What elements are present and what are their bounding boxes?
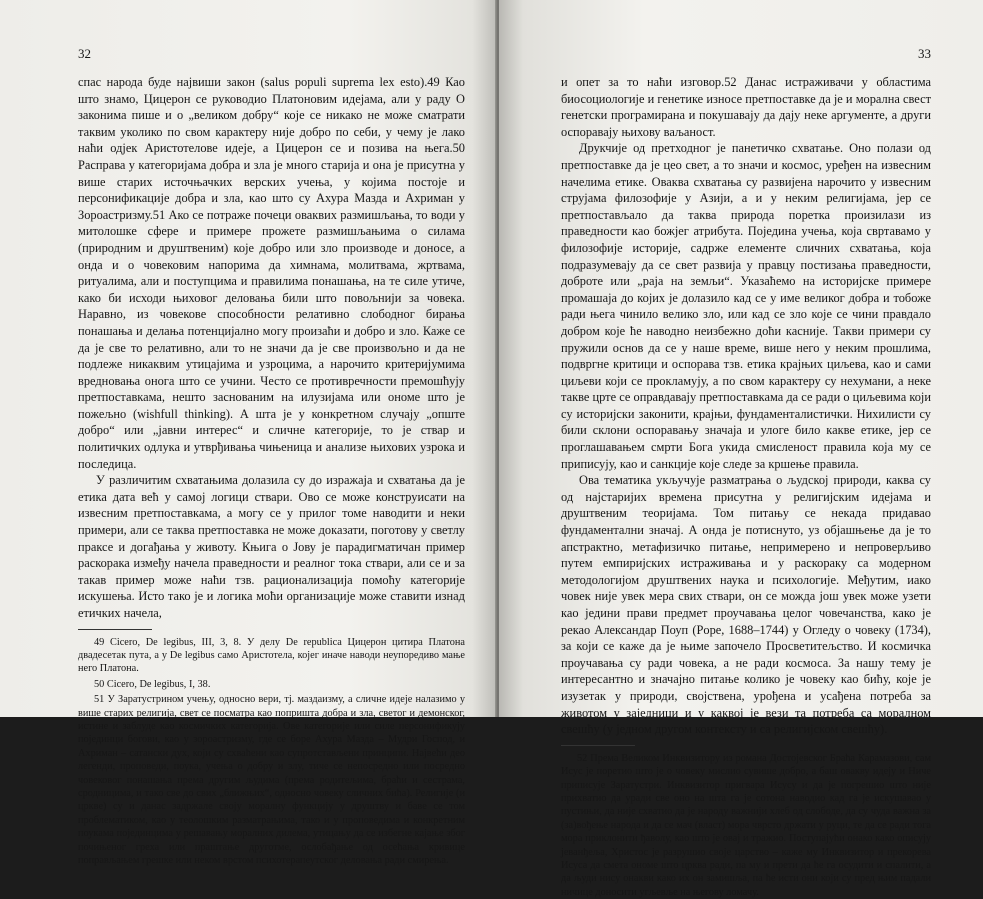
footnote-rule	[78, 629, 152, 630]
footnote-rule	[561, 745, 635, 746]
paragraph: У различитим схватањима долазила су до изражаја и схватања да је етика дата већ у самој логици ствари. Ово се може конструисати на извесним претпоставкама, а могу се у прилог томе наводити и неки примери, али се таква претпоставка не може доказати, поготову у светлу праксе и догађања у животу. Књига о Јову је парадигматичан пример раскорака између начела праведности и реалног тока ствари, али се и за такав пример може наћи тзв. рационализација помоћу категорије искушења. Исто тако је и логика моћи организације може ставити изнад етичких начела,	[78, 473, 465, 620]
footnote: 49 Cicero, De legibus, III, 3, 8. У делу De republica Цицерон цитира Платона двадесетак пута, а у De legibus само Аристотела, којег иначе наводи неупоредиво мање него Платона.	[78, 636, 465, 675]
paragraph: и опет за то наћи изговор.52 Данас истраживачи у областима биосоциологије и генетике износе претпоставке да је и морална свест генетски програмирана и покушавају да дају неке аргументе, а други оспоравају њихову ваљаност.	[561, 75, 931, 139]
body-text	[78, 74, 465, 622]
footnote: 50 Cicero, De legibus, I, 38.	[94, 678, 211, 690]
right-page	[499, 0, 983, 898]
footnote: 52 Према Великом Инквизитору из романа Достојевског Браћа Карамазови, сам Исус је поретио што је о човеку мислио сувише добро, а баш овакву идеју и Ниче приписује Заратустри. Инквизитор пригвара Исусу и да је погрешио што није прихватио да уради све оно на шта га је сотона наводио кад га је искушавао у пустињи, да није схватио да је народу важнији хлеб од слободе, да су чуда важна за (за)вођење народа и да се мач (власт) мора чврсто држати у руци, те да се ради тога мора приклонити ђаволу, као што је овај и тражио. Поступајући онако како описују јеванђеља, Христос је разрушио своје царство – каже му Инквизитор и прекорева Исуса да смета ономе што црква ради, па му и прети да ће га осудити и спалити, а да људи нису онакви како их он замишља, па ће исти они који су пред њим падали ничице доносити угљевље на његову ломачу.	[561, 752, 931, 898]
paragraph: Ова тематика укључује разматрања о људској природи, каква су од најстаријих времена присутна у религијским идејама и друштвеним теоријама. Том питању се некада придавао фундаментални значај. А онда је потиснуто, уз објашњење да је то апстрактно, метафизичко питање, непримерено и непроверљиво путем емпиријских истраживања и у раскораку са модерном методологијом друштвених наука и психологије. Међутим, иако човек није увек мера свих ствари, он се можда још увек може узети као једини прави предмет проучавања целог човечанства, како је рекао Александар Поуп (Pope, 1688–1744) у Огледу о човеку (1734), за који се каже да је њиме започело Просветитељство. И космичка проучавања су ради човека, а не ради космоса. За нашу тему је интересантно и значајно питање колико је човеку као бићу, које је изузетак у природи, својствена, урођена и усађена потреба за животом у заједници и у каквој је вези та потреба са моралном свешћу (у једном другом контексту и са религијском свешћу).	[561, 473, 931, 737]
left-page	[0, 0, 497, 867]
paragraph: Друкчије од претходног је панетичко схватање. Оно полази од претпоставке да је цео свет, а то значи и космос, уређен на извесним начелима етике. Оваква схватања су развијена нарочито у извесним струјама филозофије у Азији, а и у неким религијама, јер се претпостављало да таква природа поретка произилази из праведности као божјег атрибута. Поједина учења, која свртавамо у филозофије историје, садрже елементе сличних схватања, која подразумевају да се свет развија у правцу постизања праведности, доброте или „раја на земљи“. Указаћемо на историјске примере промашаја до којих је долазило кад се у име великог добра и тобоже ради њега чинило велико зло, или кад се зло које се чини правдало добром које ће наводно неизбежно доћи касније. Такви примери су пружили основ да се у наше време, више него у неким прошлима, подвргне критици и оспорава тзв. етика крајњих циљева, као и сами циљеви који се прокламују, а по свом карактеру су нехумани, а неке такве црте се оправдавају претпоставкама да се ради о циљевима који су историјски законити, крајњи, фундаменталистички. Нихилисти су били склони оспоравању значаја и улоге било какве етике, јер се проглашавањем смрти Бога укида смисленост правила која му се приписују, као и санкције које следе за кршење правила.	[561, 141, 931, 471]
footnote: 51 У Заратустрином учењу, односно вери, тј. маздаизму, а сличне идеје налазимо у више старих религија, свет се посматра као попришта добра и зла, светог и демонског, истине и заблуде као космичких категорија. Ове категорије или силе персонификују појединци богови, као у зороастризму, где се боре Ахура Мазда – Мудри Господ, и Ахриман – сатански дух, који су схваћени као супротстављени принципи. Највећи део легенди, проповеди, поука, учења о добру и злу, тиче се непосредно или посредно човековог понашања према другим људима (према родитељима, браћи и сестрама, сродницима, и тако све до свих „ближњих“, односно човеку сличних бића). Религије (и цркве) су и данас задржале своју моралну функцију у друштву и баве се том проблематиком, као у теолошким разматрањима, тако и у проповедима и конкретним поукама појединцима у решавању моралних дилема, утицању да се избегне кајање због почињеног греха или праштање друготме, ослобађање од осећања кривице поправљањем грешке или неком врстом психотерапеутског деловања ради смирења.	[78, 694, 465, 867]
footnotes	[78, 636, 465, 868]
page-number: 33	[918, 46, 931, 61]
page-number: 32	[78, 46, 91, 61]
footnotes	[561, 752, 931, 899]
body-text	[561, 74, 931, 738]
paragraph: спас народа буде највиши закон (salus populi suprema lex esto).49 Као што знамо, Цицерон се руководио Платоновим идејама, али у раду О законима пише и о „великом добру“ које се никако не може сматрати таквим уколико по свом карактеру није добро по себи, у чему је лако наћи одјек Аристотелове идеје, а Цицерон се и позива на њега.50 Расправа у категоријама добра и зла је много старија и она је присутна у више старих источњачких верских учења, у којима постоје и персонификације добра и зла, као што су Ахура Мазда и Ахриман у Зороастризму.51 Ако се потраже почеци оваквих размишљања, то води у митолошке сфере и примере прожете размишљањима о силама (природним и друштвеним) које добро или зло производе и доносе, а онда и о човековим напорима да химнама, молитвама, жртвама, ритуалима, али и поступцима и правилима понашања, на те силе утиче, како би исходи њиховог деловања били што повољнији за човека. Наравно, из човекове способности релативно слободног бирања понашања и делања потенцијално могу произаћи и добро и зло. Каже се да је све то релативно, али то не значи да је све произвољно и да не подлеже никаквим утицајима и узроцима, а нарочито критеријумима вредновања онога што се учини. Често се противречности премошћују претпоставкама, нешто заснованим на илузијама или ономе што је пожељно (wishfull thinking). А шта је у конкретном случају „опште добро“ или „јавни интерес“ и сличне категорије, то је ствар и политичких одлука и утврђивања чињеница и анализе њихових узрока и последица.	[78, 75, 465, 471]
